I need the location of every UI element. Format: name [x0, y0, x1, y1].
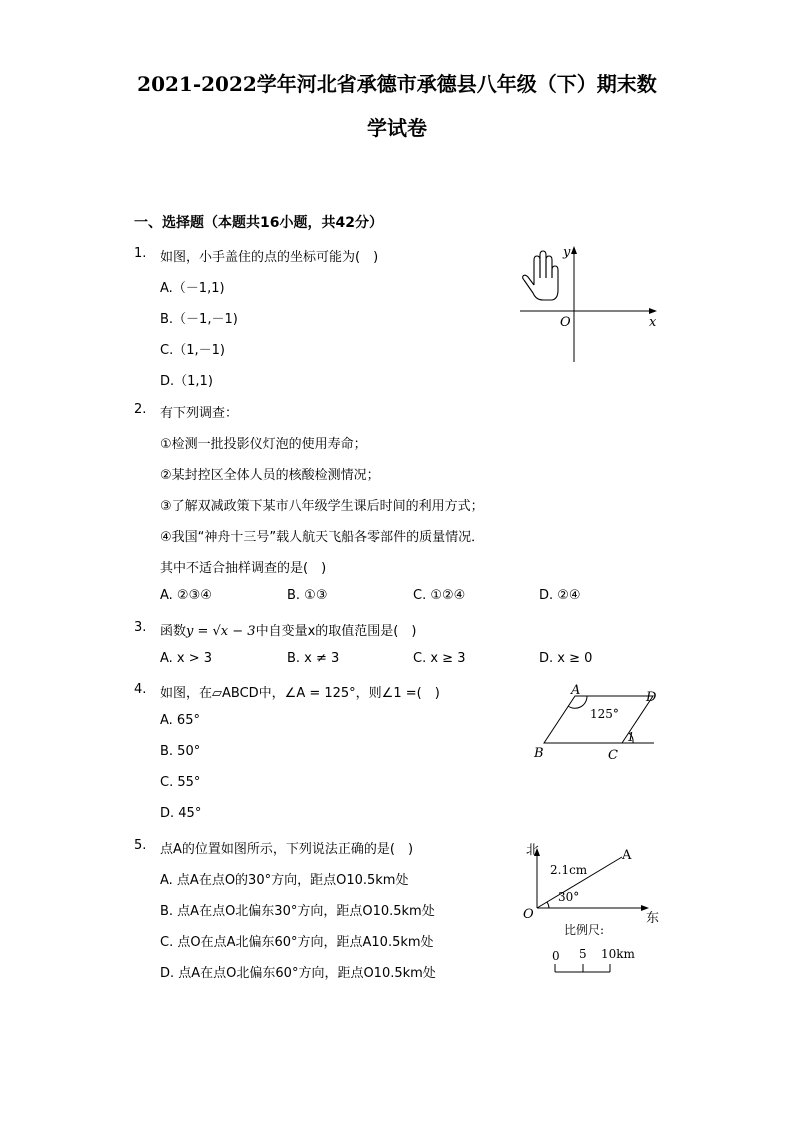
- q4-option-c[interactable]: C. 55°: [160, 775, 201, 790]
- q4-option-b[interactable]: B. 50°: [160, 744, 201, 759]
- q1-fig-origin-label: O: [560, 315, 571, 330]
- q5-scale-bar: [555, 964, 610, 972]
- q2-item-2: ②某封控区全体人员的核酸检测情况；: [160, 468, 380, 483]
- q3-stem-prefix: 函数: [160, 624, 187, 639]
- q5-direction-figure: [518, 838, 668, 978]
- q5-fig-scale-10: 10km: [601, 947, 635, 961]
- q1-option-c[interactable]: C.（1,－1): [160, 343, 225, 358]
- q3-stem-formula: y = √x − 3: [186, 624, 256, 639]
- q5-fig-point-a: A: [622, 848, 632, 863]
- q2-option-a[interactable]: A. ②③④: [160, 588, 212, 603]
- q4-fig-label-b: B: [534, 746, 544, 761]
- q5-option-b[interactable]: B. 点A在点O北偏东30°方向，距点O10.5km处: [160, 904, 435, 919]
- q2-option-d[interactable]: D. ②④: [539, 588, 581, 603]
- q4-fig-angle-1: 1: [627, 730, 635, 744]
- q2-option-b[interactable]: B. ①③: [287, 588, 328, 603]
- section-heading: 一、选择题（本题共16小题，共42分）: [134, 215, 383, 231]
- q3-stem-suffix: 中自变量x的取值范围是( ): [255, 624, 417, 639]
- q2-stem: 有下列调查：: [160, 406, 239, 421]
- q5-fig-scale-0: 0: [552, 949, 560, 963]
- q3-option-c[interactable]: C. x ≥ 3: [413, 651, 466, 666]
- q2-item-3: ③了解双减政策下某市八年级学生课后时间的利用方式；: [160, 499, 484, 514]
- q3-option-b[interactable]: B. x ≠ 3: [287, 651, 340, 666]
- q2-item-1: ①检测一批投影仪灯泡的使用寿命；: [160, 437, 367, 452]
- q4-fig-label-d: D: [646, 690, 657, 705]
- q3-stem: [160, 620, 416, 639]
- q5-fig-distance: 2.1cm: [550, 863, 588, 877]
- q5-fig-scale-5: 5: [579, 947, 587, 961]
- q5-fig-origin: O: [523, 907, 534, 922]
- q1-fig-x-label: x: [649, 315, 657, 330]
- q5-fig-scale-label: 比例尺:: [564, 923, 605, 937]
- q5-fig-angle: 30°: [558, 890, 580, 904]
- q5-option-d[interactable]: D. 点A在点O北偏东60°方向，距点O10.5km处: [160, 966, 436, 981]
- q2-number: 2.: [134, 402, 147, 417]
- hand-icon: [523, 251, 558, 300]
- q4-stem: 如图，在▱ABCD中，∠A = 125°，则∠1 =( ): [160, 686, 440, 701]
- q1-option-d[interactable]: D.（1,1): [160, 374, 213, 389]
- q4-parallelogram-figure: [520, 680, 670, 770]
- q1-option-a[interactable]: A.（－1,1): [160, 281, 225, 296]
- q4-option-a[interactable]: A. 65°: [160, 713, 200, 728]
- q1-coordinate-figure: [510, 238, 670, 368]
- q4-fig-label-a: A: [571, 683, 581, 698]
- page-title-line1: 2021-2022学年河北省承德市承德县八年级（下）期末数: [137, 72, 657, 96]
- q4-fig-angle-label: 125°: [590, 707, 619, 721]
- q5-option-c[interactable]: C. 点O在点A北偏东60°方向，距点A10.5km处: [160, 935, 434, 950]
- q1-stem: 如图，小手盖住的点的坐标可能为( ): [160, 250, 379, 265]
- q3-number: 3.: [134, 620, 147, 635]
- q5-fig-north-label: 北: [526, 843, 540, 858]
- page-title-line2: 学试卷: [367, 116, 427, 140]
- q2-question: 其中不适合抽样调查的是( ): [160, 561, 327, 576]
- q1-fig-y-label: y: [563, 245, 571, 260]
- q4-number: 4.: [134, 682, 147, 697]
- q5-option-a[interactable]: A. 点A在点O的30°方向，距点O10.5km处: [160, 873, 409, 888]
- q5-fig-east-label: 东: [646, 911, 660, 926]
- q4-fig-label-c: C: [608, 748, 618, 763]
- q3-option-a[interactable]: A. x > 3: [160, 651, 213, 666]
- q5-number: 5.: [134, 838, 147, 853]
- q4-option-d[interactable]: D. 45°: [160, 806, 202, 821]
- q1-number: 1.: [134, 246, 147, 261]
- q2-item-4: ④我国“神舟十三号”载人航天飞船各零部件的质量情况．: [160, 530, 485, 545]
- q5-stem: 点A的位置如图所示，下列说法正确的是( ): [160, 842, 414, 857]
- q2-option-c[interactable]: C. ①②④: [413, 588, 466, 603]
- q1-option-b[interactable]: B.（－1,－1): [160, 312, 238, 327]
- q3-option-d[interactable]: D. x ≥ 0: [539, 651, 593, 666]
